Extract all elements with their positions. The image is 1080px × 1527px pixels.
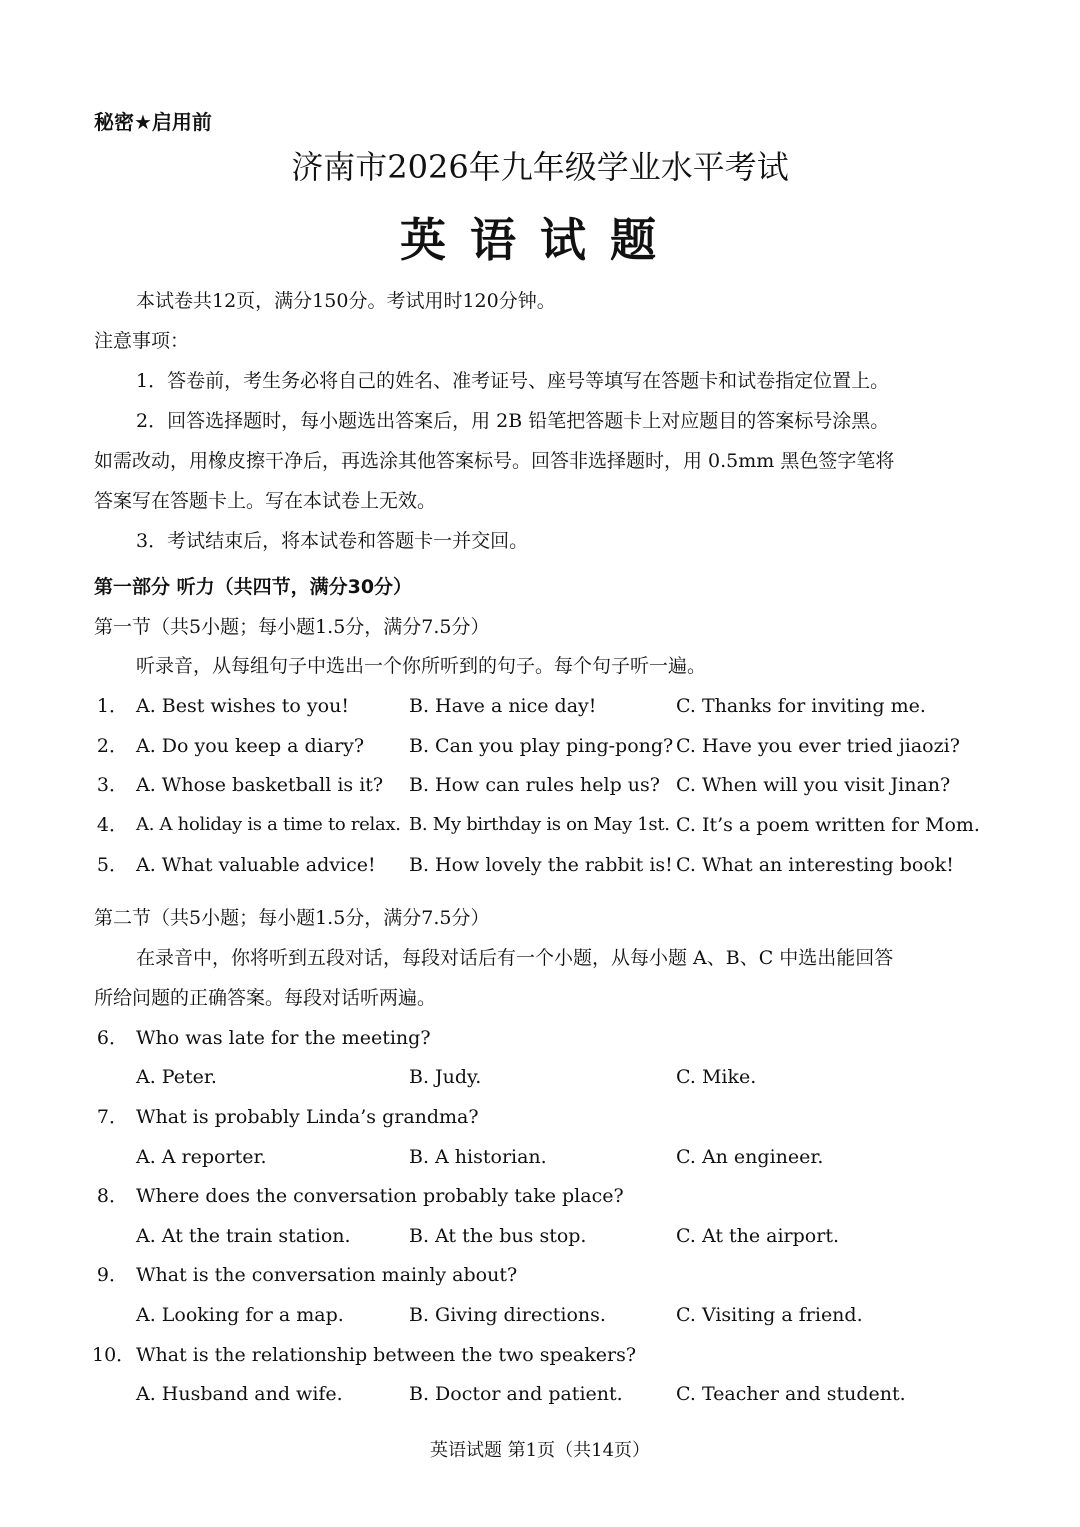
question-text: Where does the conversation probably take place? bbox=[136, 1185, 624, 1207]
section2-instruction-cont: 所给问题的正确答案。每段对话听两遍。 bbox=[94, 987, 437, 1009]
question-number: 7． bbox=[96, 1106, 128, 1128]
option-c: C. Mike. bbox=[676, 1066, 757, 1088]
option-a: A. A holiday is a time to relax. bbox=[136, 814, 401, 835]
option-c: C. It’s a poem written for Mom. bbox=[676, 814, 980, 836]
section2-title: 第二节（共5小题；每小题1.5分，满分7.5分） bbox=[94, 907, 490, 929]
option-b: B. At the bus stop. bbox=[409, 1225, 587, 1247]
question-text: Who was late for the meeting? bbox=[136, 1027, 431, 1049]
question-text: What is the relationship between the two speakers? bbox=[136, 1344, 637, 1366]
question-number: 6． bbox=[96, 1027, 128, 1049]
question-number: 9． bbox=[96, 1264, 128, 1286]
question-number: 2． bbox=[96, 735, 128, 757]
option-c: C. An engineer. bbox=[676, 1146, 824, 1168]
option-c: C. Thanks for inviting me. bbox=[676, 695, 926, 717]
section1-instruction: 听录音，从每组句子中选出一个你所听到的句子。每个句子听一遍。 bbox=[136, 655, 707, 677]
question-number: 4． bbox=[96, 814, 128, 836]
notice-item-2-cont: 答案写在答题卡上。写在本试卷上无效。 bbox=[94, 490, 437, 512]
option-b: B. Judy. bbox=[409, 1066, 482, 1088]
option-b: B. How can rules help us? bbox=[409, 774, 660, 796]
option-c: C. When will you visit Jinan? bbox=[676, 774, 951, 796]
option-c: C. At the airport. bbox=[676, 1225, 840, 1247]
option-a: A. What valuable advice! bbox=[136, 854, 376, 876]
question-number: 8． bbox=[96, 1185, 128, 1207]
question-number: 1． bbox=[96, 695, 128, 717]
subject-title: 英语试题 bbox=[400, 213, 680, 267]
notice-item-3: 3．考试结束后，将本试卷和答题卡一并交回。 bbox=[136, 530, 529, 552]
option-c: C. Visiting a friend. bbox=[676, 1304, 863, 1326]
option-a: A. At the train station. bbox=[136, 1225, 351, 1247]
section2-instruction: 在录音中，你将听到五段对话，每段对话后有一个小题，从每小题 A、B、C 中选出能回答 bbox=[136, 947, 894, 969]
page-footer: 英语试题 第1页（共14页） bbox=[429, 1440, 651, 1461]
question-text: What is the conversation mainly about? bbox=[136, 1264, 518, 1286]
option-a: A. Best wishes to you! bbox=[136, 695, 349, 717]
notice-item-1: 1．答卷前，考生务必将自己的姓名、准考证号、座号等填写在答题卡和试卷指定位置上。 bbox=[136, 370, 890, 392]
question-number: 5． bbox=[96, 854, 128, 876]
confidential-mark: 秘密★启用前 bbox=[94, 110, 212, 134]
option-a: A. A reporter. bbox=[136, 1146, 267, 1168]
question-text: What is probably Linda’s grandma? bbox=[136, 1106, 479, 1128]
option-a: A. Whose basketball is it? bbox=[136, 774, 384, 796]
option-b: B. A historian. bbox=[409, 1146, 547, 1168]
notice-item-2-cont: 如需改动，用橡皮擦干净后，再选涂其他答案标号。回答非选择题时，用 0.5mm 黑色签字笔将 bbox=[94, 450, 895, 472]
question-number: 3． bbox=[96, 774, 128, 796]
option-b: B. Giving directions. bbox=[409, 1304, 606, 1326]
option-a: A. Looking for a map. bbox=[136, 1304, 344, 1326]
option-b: B. How lovely the rabbit is! bbox=[409, 854, 673, 876]
option-a: A. Peter. bbox=[136, 1066, 217, 1088]
option-c: C. What an interesting book! bbox=[676, 854, 954, 876]
option-c: C. Teacher and student. bbox=[676, 1383, 906, 1405]
intro-text: 本试卷共12页，满分150分。考试用时120分钟。 bbox=[136, 290, 556, 312]
exam-title: 济南市2026年九年级学业水平考试 bbox=[291, 148, 789, 186]
option-a: A. Do you keep a diary? bbox=[136, 735, 365, 757]
question-number: 10． bbox=[92, 1344, 136, 1366]
section1-title: 第一节（共5小题；每小题1.5分，满分7.5分） bbox=[94, 616, 490, 638]
option-b: B. Doctor and patient. bbox=[409, 1383, 623, 1405]
part1-title: 第一部分 听力（共四节，满分30分） bbox=[94, 576, 413, 598]
option-a: A. Husband and wife. bbox=[136, 1383, 343, 1405]
notice-item-2: 2．回答选择题时，每小题选出答案后，用 2B 铅笔把答题卡上对应题目的答案标号涂黑。 bbox=[136, 410, 890, 432]
option-b: B. Have a nice day! bbox=[409, 695, 597, 717]
option-c: C. Have you ever tried jiaozi? bbox=[676, 735, 960, 757]
notice-label: 注意事项： bbox=[94, 330, 190, 352]
option-b: B. My birthday is on May 1st. bbox=[409, 814, 670, 835]
option-b: B. Can you play ping-pong? bbox=[409, 735, 674, 757]
